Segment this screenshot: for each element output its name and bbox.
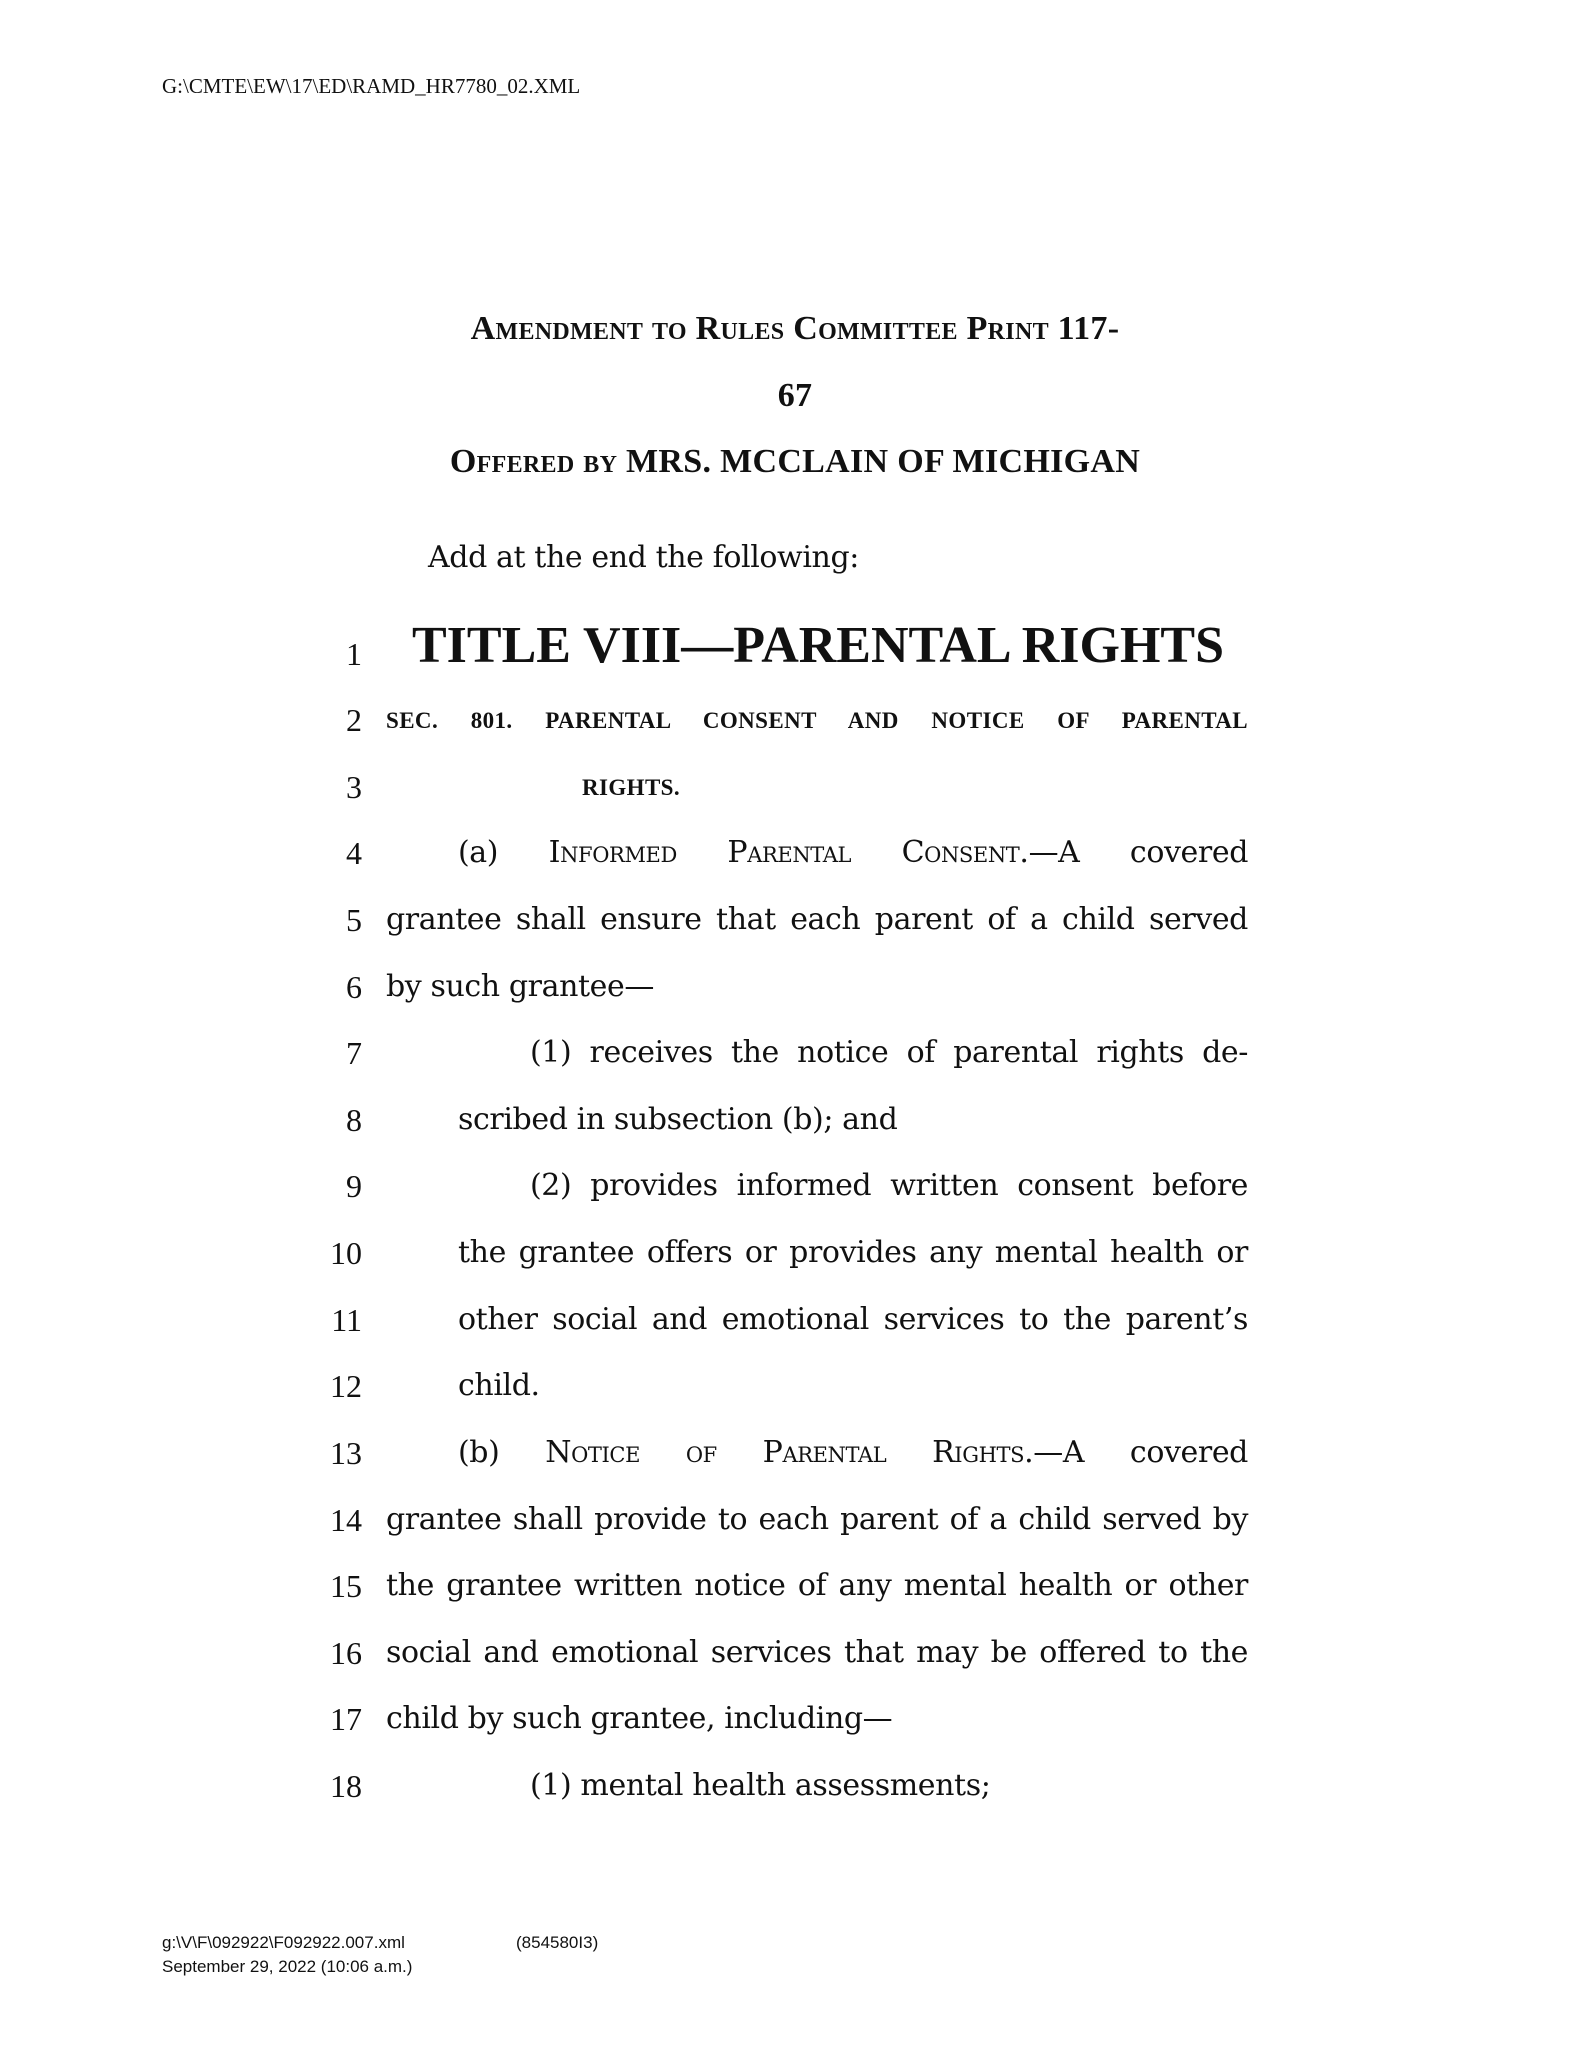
paragraph-line: the grantee offers or provides any mental health or	[458, 1235, 1248, 1270]
line-number: 8	[346, 1102, 362, 1138]
footer-date: September 29, 2022 (10:06 a.m.)	[162, 1957, 413, 1976]
section-heading-cont: RIGHTS.	[582, 775, 681, 800]
line-number: 15	[330, 1568, 362, 1604]
body-line: social and emotional services that may be offered to the	[386, 1635, 1248, 1670]
paragraph-line: other social and emotional services to the parent’s	[458, 1302, 1248, 1337]
offered-by-name: MRS. MCCLAIN OF MICHIGAN	[626, 443, 1141, 480]
amendment-heading-number: 67	[777, 377, 813, 414]
subsection-a-caption: Informed Parental Consent.	[548, 835, 1029, 870]
line-number: 2	[346, 702, 362, 738]
line-number: 14	[330, 1502, 362, 1538]
paragraph-line: (1) receives the notice of parental rights de-	[530, 1035, 1248, 1070]
file-path-header: G:\CMTE\EW\17\ED\RAMD_HR7780_02.XML	[162, 74, 581, 98]
line-number: 11	[331, 1302, 362, 1338]
body-line: child by such grantee, including—	[386, 1701, 893, 1736]
section-heading: SEC. 801. PARENTAL CONSENT AND NOTICE OF PARENTAL	[386, 708, 1248, 733]
line-number: 3	[346, 769, 362, 805]
line-number: 5	[346, 902, 362, 938]
line-number: 16	[330, 1635, 362, 1671]
line-number: 7	[346, 1035, 362, 1071]
paragraph-line: (2) provides informed written consent before	[530, 1168, 1248, 1203]
offered-by-heading	[300, 443, 1290, 481]
offered-by-prefix: Offered by	[449, 443, 618, 480]
title-heading: TITLE VIII—PARENTAL RIGHTS	[412, 617, 1225, 674]
paragraph-line: child.	[458, 1368, 540, 1403]
footer-file-path: g:\V\F\092922\F092922.007.xml	[162, 1933, 405, 1952]
footer-code: (854580I3)	[516, 1933, 599, 1952]
line-number: 12	[330, 1368, 362, 1404]
line-number: 9	[346, 1168, 362, 1204]
subsection-b-caption: Notice of Parental Rights.	[545, 1435, 1034, 1470]
amendment-heading: Amendment to Rules Committee Print 117-	[470, 310, 1120, 347]
paragraph-line: scribed in subsection (b); and	[458, 1102, 898, 1137]
line-number: 10	[330, 1235, 362, 1271]
line-number: 18	[330, 1768, 362, 1804]
body-line: grantee shall provide to each parent of a child served by	[386, 1502, 1248, 1537]
intro-instruction: Add at the end the following:	[428, 540, 859, 575]
body-line: by such grantee—	[386, 969, 654, 1004]
paragraph-line: (1) mental health assessments;	[530, 1768, 991, 1803]
body-line: the grantee written notice of any mental health or other	[386, 1568, 1248, 1603]
subsection-a-heading: (a) Informed Parental Consent.—A covered	[458, 835, 1248, 870]
line-number: 4	[346, 835, 362, 871]
line-number: 13	[330, 1435, 362, 1471]
line-number: 1	[346, 636, 362, 672]
line-number: 17	[330, 1701, 362, 1737]
body-line: grantee shall ensure that each parent of a child served	[386, 902, 1248, 937]
subsection-b-heading: (b) Notice of Parental Rights.—A covered	[458, 1435, 1248, 1470]
line-number: 6	[346, 969, 362, 1005]
